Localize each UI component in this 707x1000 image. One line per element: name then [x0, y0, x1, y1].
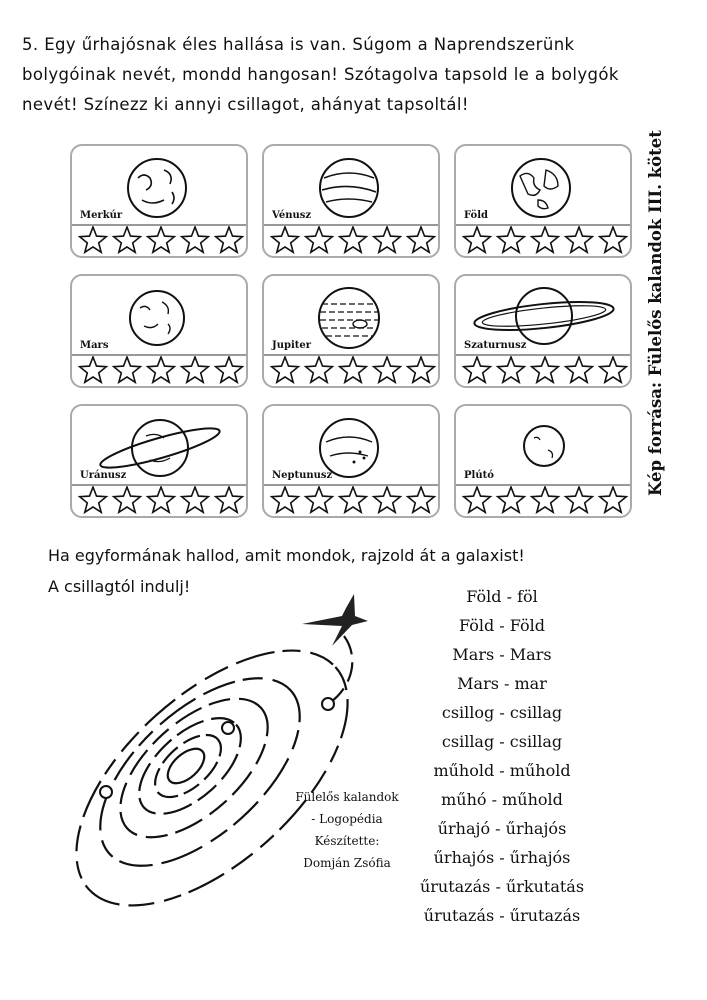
star-row — [78, 226, 244, 254]
star-icon[interactable] — [306, 487, 333, 512]
planet-card — [454, 144, 632, 258]
word-pair: műhó - műhold — [441, 790, 563, 809]
star-icon[interactable] — [148, 357, 175, 382]
star-icon[interactable] — [80, 487, 107, 512]
planet-name: Vénusz — [272, 210, 312, 221]
star-icon[interactable] — [272, 487, 299, 512]
planet-name: Neptunusz — [272, 470, 333, 481]
image-source-caption: Kép forrása: Fülelős kalandok III. kötet — [646, 130, 665, 496]
star-icon[interactable] — [408, 357, 435, 382]
word-pair: műhold - műhold — [433, 761, 571, 780]
planet-card — [70, 404, 248, 518]
star-row — [462, 226, 628, 254]
star-row — [78, 356, 244, 384]
planet-card — [70, 144, 248, 258]
star-icon[interactable] — [80, 357, 107, 382]
star-icon[interactable] — [498, 357, 525, 382]
star-icon[interactable] — [374, 227, 401, 252]
star-icon[interactable] — [464, 227, 491, 252]
star-row — [270, 226, 436, 254]
instructions — [22, 30, 686, 120]
word-pair: Mars - mar — [457, 674, 547, 693]
planet-grid — [70, 144, 527, 522]
planet-card — [262, 144, 440, 258]
word-pair: Föld - Föld — [458, 616, 545, 635]
star-icon[interactable] — [498, 487, 525, 512]
word-pair: csillag - csillag — [441, 732, 563, 751]
star-icon[interactable] — [374, 487, 401, 512]
credits-line: - Logopédia — [311, 812, 383, 826]
word-pair: űrutazás - űrutazás — [423, 906, 581, 925]
credits-line: Fülelős kalandok — [295, 790, 399, 804]
instructions-line: bolygóinak nevét, mondd hangosan! Szótagolva tapsold le a bolygók — [22, 65, 619, 84]
star-icon[interactable] — [340, 487, 367, 512]
star-icon[interactable] — [272, 357, 299, 382]
star-icon[interactable] — [532, 227, 559, 252]
planet-name: Mars — [80, 340, 109, 351]
planet-name: Merkúr — [80, 210, 123, 221]
word-pair: űrutazás - űrkutatás — [419, 877, 585, 896]
star-icon[interactable] — [340, 227, 367, 252]
star-icon[interactable] — [306, 227, 333, 252]
star-icon[interactable] — [408, 487, 435, 512]
star-icon[interactable] — [566, 227, 593, 252]
star-icon[interactable] — [532, 487, 559, 512]
star-icon[interactable] — [498, 227, 525, 252]
star-icon[interactable] — [464, 357, 491, 382]
credits — [272, 786, 422, 874]
star-icon[interactable] — [532, 357, 559, 382]
planet-card — [454, 274, 632, 388]
instructions-line: nevét! Színezz ki annyi csillagot, ahányat tapsoltál! — [22, 95, 469, 114]
star-icon[interactable] — [464, 487, 491, 512]
word-pair: csillog - csillag — [441, 703, 563, 722]
star-icon[interactable] — [182, 357, 209, 382]
star-icon[interactable] — [374, 357, 401, 382]
star-icon[interactable] — [566, 357, 593, 382]
star-row — [270, 356, 436, 384]
star-icon[interactable] — [566, 487, 593, 512]
star-icon[interactable] — [408, 227, 435, 252]
star-icon[interactable] — [182, 487, 209, 512]
star-row — [462, 486, 628, 514]
word-pair: Föld - föl — [466, 587, 538, 606]
star-icon[interactable] — [600, 487, 627, 512]
planet-card — [262, 404, 440, 518]
star-icon[interactable] — [182, 227, 209, 252]
planet-name: Szaturnusz — [464, 340, 527, 351]
star-icon[interactable] — [114, 357, 141, 382]
star-icon[interactable] — [306, 357, 333, 382]
word-pair: űrhajó - űrhajós — [437, 819, 567, 838]
planet-name: Plútó — [464, 470, 494, 481]
star-icon[interactable] — [600, 357, 627, 382]
task2-line: A csillagtól indulj! — [48, 577, 191, 596]
planet-name: Föld — [464, 210, 489, 221]
star-icon[interactable] — [272, 227, 299, 252]
word-pair: űrhajós - űrhajós — [433, 848, 571, 867]
star-icon[interactable] — [216, 227, 243, 252]
planet-card — [262, 274, 440, 388]
star-icon[interactable] — [148, 487, 175, 512]
star-icon[interactable] — [148, 227, 175, 252]
task2-line: Ha egyformának hallod, amit mondok, rajzold át a galaxist! — [48, 546, 525, 565]
planet-card — [454, 404, 632, 518]
credits-line: Készítette: — [314, 834, 380, 848]
planet-card — [70, 274, 248, 388]
planet-name: Jupiter — [272, 340, 312, 351]
star-row — [462, 356, 628, 384]
star-icon[interactable] — [114, 487, 141, 512]
star-icon[interactable] — [114, 227, 141, 252]
galaxy-spiral[interactable] — [60, 588, 420, 928]
star-icon[interactable] — [80, 227, 107, 252]
star-icon[interactable] — [600, 227, 627, 252]
star-icon[interactable] — [216, 487, 243, 512]
word-pair: Mars - Mars — [452, 645, 552, 664]
instructions-line: 5. Egy űrhajósnak éles hallása is van. Súgom a Naprendszerünk — [22, 35, 575, 54]
planet-name: Uránusz — [80, 470, 127, 481]
star-start-icon — [302, 594, 368, 646]
star-row — [270, 486, 436, 514]
star-icon[interactable] — [216, 357, 243, 382]
credits-line: Domján Zsófia — [303, 856, 391, 870]
star-row — [78, 486, 244, 514]
star-icon[interactable] — [340, 357, 367, 382]
word-pair-list — [414, 582, 590, 930]
